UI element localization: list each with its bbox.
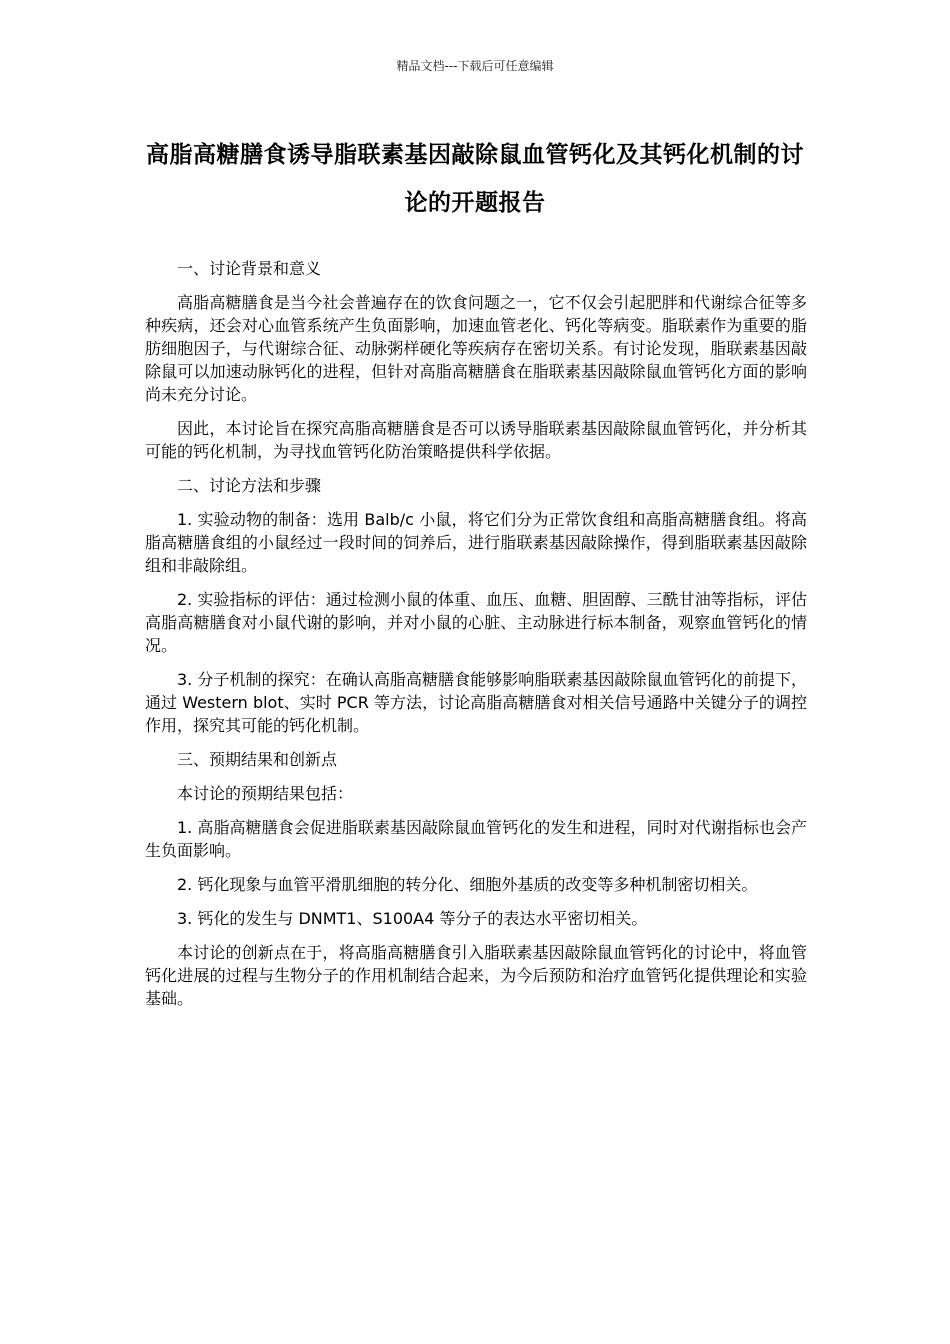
result-item-2: 2. 钙化现象与血管平滑肌细胞的转分化、细胞外基质的改变等多种机制密切相关。 <box>177 875 758 894</box>
document-title: 高脂高糖膳食诱导脂联素基因敲除鼠血管钙化及其钙化机制的讨论的开题报告 <box>146 142 804 216</box>
method-item-2: 2. 实验指标的评估：通过检测小鼠的体重、血压、血糖、胆固醇、三酰甘油等指标，评估高脂高糖膳食对小鼠代谢的影响，并对小鼠的心脏、主动脉进行标本制备，观察血管钙化的情况。 <box>145 590 807 655</box>
section-heading-methods: 二、讨论方法和步骤 <box>177 476 322 495</box>
paragraph-background: 高脂高糖膳食是当今社会普遍存在的饮食问题之一，它不仅会引起肥胖和代谢综合征等多种疾病，还会对心血管系统产生负面影响，加速血管老化、钙化等病变。脂联素作为重要的脂肪细胞因子，与代谢综合征、动脉粥样硬化等疾病存在密切关系。有讨论发现，脂联素基因敲除鼠可以加速动脉钙化的进程，但针对高脂高糖膳食在脂联素基因敲除鼠血管钙化方面的影响尚未充分讨论。 <box>145 293 807 404</box>
document-body <box>145 257 807 1021</box>
paragraph-aim: 因此，本讨论旨在探究高脂高糖膳食是否可以诱导脂联素基因敲除鼠血管钙化，并分析其可能的钙化机制，为寻找血管钙化防治策略提供科学依据。 <box>145 419 807 461</box>
section-heading-results: 三、预期结果和创新点 <box>177 750 338 769</box>
result-item-1: 1. 高脂高糖膳食会促进脂联素基因敲除鼠血管钙化的发生和进程，同时对代谢指标也会产生负面影响。 <box>145 818 807 860</box>
result-item-3: 3. 钙化的发生与 DNMT1、S100A4 等分子的表达水平密切相关。 <box>177 909 648 928</box>
method-item-3: 3. 分子机制的探究：在确认高脂高糖膳食能够影响脂联素基因敲除鼠血管钙化的前提下，通过 Western blot、实时 PCR 等方法，讨论高脂高糖膳食对相关信号通路中关键分子的调控作用，探究其可能的钙化机制。 <box>145 670 807 735</box>
method-item-1: 1. 实验动物的制备：选用 Balb/c 小鼠，将它们分为正常饮食组和高脂高糖膳食组。将高脂高糖膳食组的小鼠经过一段时间的饲养后，进行脂联素基因敲除操作，得到脂联素基因敲除组和非敲除组。 <box>145 510 807 575</box>
page-header: 精品文档---下载后可任意编辑 <box>396 59 554 73</box>
paragraph-results-intro: 本讨论的预期结果包括： <box>177 784 354 803</box>
section-heading-background: 一、讨论背景和意义 <box>177 259 322 278</box>
paragraph-innovation: 本讨论的创新点在于，将高脂高糖膳食引入脂联素基因敲除鼠血管钙化的讨论中，将血管钙化进展的过程与生物分子的作用机制结合起来，为今后预防和治疗血管钙化提供理论和实验基础。 <box>145 943 807 1008</box>
